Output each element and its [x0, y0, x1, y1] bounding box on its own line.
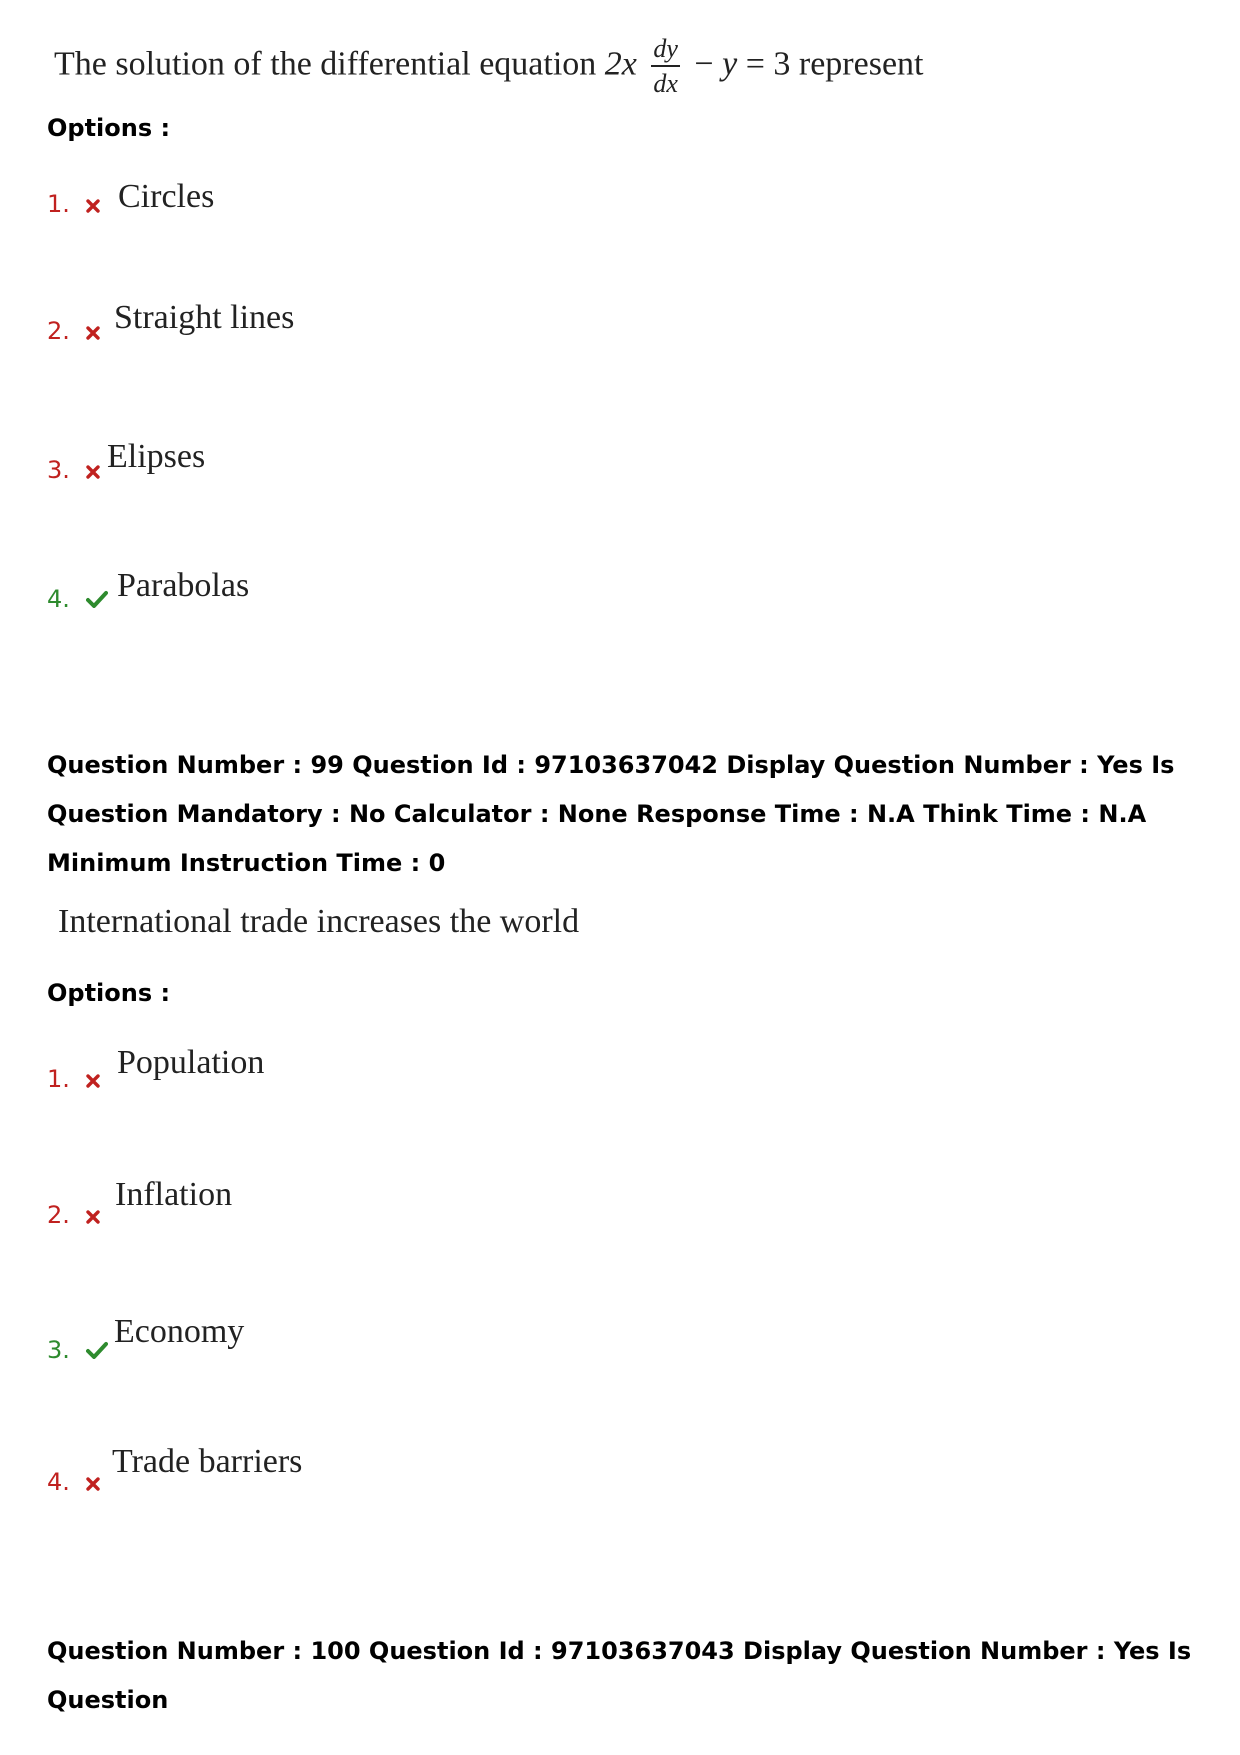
math-numerator: dy	[651, 36, 680, 67]
question-text-suffix: represent	[798, 45, 924, 83]
cross-icon	[86, 191, 100, 219]
math-denominator: dx	[653, 69, 678, 98]
question-meta: Question Number : 99 Question Id : 97103637042 Display Question Number : Yes Is Question Mandatory : No Calculator : None Response Time : N.A Think Time : N.A Minimum Instruction Time : 0	[47, 751, 1175, 877]
options-label: Options :	[47, 114, 171, 142]
option-text: Trade barriers	[112, 1443, 303, 1480]
cross-icon	[86, 1469, 100, 1497]
option-text: Straight lines	[114, 299, 295, 336]
option-number: 1.	[47, 190, 100, 219]
options-label: Options :	[47, 979, 171, 1007]
option-number: 4.	[47, 1468, 100, 1497]
check-icon	[86, 586, 108, 614]
cross-icon	[86, 457, 100, 485]
option-number: 2.	[47, 1201, 100, 1230]
option-number: 3.	[47, 456, 100, 485]
option-text: Inflation	[115, 1176, 233, 1213]
option-text: Population	[117, 1044, 265, 1081]
cross-icon	[86, 1202, 100, 1230]
math-variable: y	[722, 45, 738, 83]
option-text: Circles	[118, 178, 215, 215]
math-coefficient: 2x	[604, 45, 637, 83]
option-number: 1.	[47, 1065, 100, 1094]
math-minus: −	[694, 45, 714, 83]
option-text: Economy	[114, 1313, 245, 1350]
math-fraction	[651, 36, 680, 97]
option-text: Parabolas	[117, 567, 250, 604]
cross-icon	[86, 318, 100, 346]
question-meta: Question Number : 100 Question Id : 97103637043 Display Question Number : Yes Is Question	[47, 1637, 1192, 1714]
question-99-text: International trade increases the world	[58, 903, 580, 940]
option-text: Elipses	[107, 438, 206, 475]
math-equals: = 3	[745, 45, 791, 83]
cross-icon	[86, 1066, 100, 1094]
option-number: 4.	[47, 585, 108, 614]
option-number: 3.	[47, 1336, 108, 1365]
check-icon	[86, 1337, 108, 1365]
question-text-prefix: The solution of the differential equation	[54, 45, 597, 83]
question-98-text	[54, 36, 924, 97]
option-number: 2.	[47, 317, 100, 346]
